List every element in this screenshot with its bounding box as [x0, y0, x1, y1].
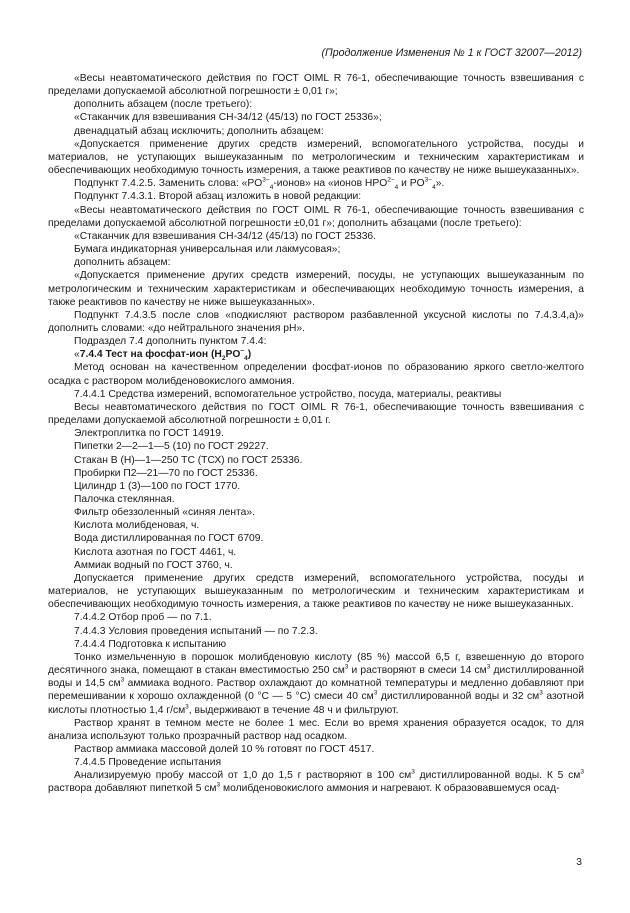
paragraph: «Стаканчик для взвешивания СН-34/12 (45/13) по ГОСТ 25336.: [74, 230, 377, 242]
text-run: дистиллированной воды и 14,5 см: [48, 665, 584, 690]
text-run: дистиллированной воды. К 5 см: [414, 770, 581, 782]
list-item: Стакан В (Н)—1—250 ТС (ТСХ) по ГОСТ 25336.: [74, 454, 303, 466]
paragraph-with-units: [48, 651, 584, 717]
unit-exponent: 3: [216, 782, 221, 790]
paragraph: «Весы неавтоматического действия по ГОСТ OIML R 76-1, обеспечивающие точность взвешивания с пределами допускаемой абсолютной погрешности ±0,01 г»; дополнить абзацами (после третьего):: [48, 204, 584, 229]
paragraph-formula: [48, 177, 584, 190]
paragraph: Бумага индикаторная универсальная или лакмусовая»;: [74, 244, 341, 256]
heading-text: 7.4.4 Тест на фосфат-ион (H: [79, 349, 222, 361]
paragraph: Раствор аммиака массовой долей 10 % готовят по ГОСТ 4517.: [74, 743, 375, 755]
text-run: -ионов» на «ионов HPO: [273, 178, 388, 190]
section-heading: [48, 348, 584, 361]
list-item: Кислота азотная по ГОСТ 4461, ч.: [74, 546, 237, 558]
ion-charge: 2−: [387, 176, 395, 184]
paragraph: 7.4.4.3 Условия проведения испытаний — по 7.2.3.: [74, 625, 318, 637]
ion-charge: −: [240, 347, 245, 355]
document-body: [48, 72, 584, 796]
unit-exponent: 3: [486, 663, 491, 671]
heading-text: PO: [225, 349, 241, 361]
paragraph: Подраздел 7.4 дополнить пунктом 7.4.4:: [74, 336, 267, 348]
heading-text: ): [247, 349, 252, 361]
paragraph: «Весы неавтоматического действия по ГОСТ OIML R 76-1, обеспечивающие точность взвешивания с пределами допускаемой абсолютной погрешности ± 0,01 г»;: [48, 73, 584, 98]
list-item: Электроплитка по ГОСТ 14919.: [74, 428, 224, 440]
ion-charge: 3−: [262, 176, 270, 184]
paragraph: Подпункт 7.4.3.5 после слов «подкисляют раствором разбавленной уксусной кислоты по 7.4.3.4,а)» дополнить словами: «до нейтрального значения pH».: [48, 309, 584, 334]
paragraph: 7.4.4.2 Отбор проб — по 7.1.: [74, 612, 212, 624]
list-item: Цилиндр 1 (3)—100 по ГОСТ 1770.: [74, 480, 241, 492]
list-item: Пробирки П2—21—70 по ГОСТ 25336.: [74, 467, 258, 479]
ion-subscript: 4: [244, 355, 248, 363]
unit-exponent: 3: [344, 663, 349, 671]
unit-exponent: 3: [120, 676, 125, 684]
paragraph: двенадцатый абзац исключить; дополнить абзацем:: [74, 125, 324, 137]
text-run: Тонко измельченную в порошок молибденовую кислоту (85 %) массой 6,5 г, взвешенную до второго десятичного знака, помещают в стакан вместимостью 250 см: [48, 651, 584, 677]
paragraph: «Допускается применение других средств измерений, посуды, не уступающих вышеуказанным по метрологическим и техническим характеристикам и обеспечивающих необходимую точность измерения, а также реактивов по качеству не ниже вышеуказанных».: [48, 270, 584, 308]
text-run: , выдерживают в течение 48 ч и фильтруют.: [188, 704, 399, 716]
text-run: ».: [435, 178, 445, 190]
list-item: Пипетки 2—2—1—5 (10) по ГОСТ 29227.: [74, 441, 269, 453]
paragraph: Допускается применение других средств измерений, вспомогательного устройства, посуды и материалов, не уступающих вышеуказанным по метрологическим и техническим характеристикам и обеспечивающих необходимую точность измерения, а также реактивов по качеству не ниже вышеуказанных.: [48, 572, 584, 611]
text-run: и PO: [398, 178, 425, 190]
paragraph: Весы неавтоматического действия по ГОСТ OIML R 76-1, обеспечивающие точность взвешивания с пределами допускаемой абсолютной погрешности ± 0,01 г.: [48, 401, 584, 427]
paragraph: «Стаканчик для взвешивания СН-34/12 (45/13) по ГОСТ 25336»;: [74, 112, 382, 124]
ion-subscript: 4: [269, 184, 274, 192]
ion-subscript: 4: [394, 184, 399, 192]
formula-subscript: 2: [221, 355, 226, 363]
list-item: Вода дистиллированная по ГОСТ 6709.: [74, 533, 264, 545]
text-run: азотной кислоты плотностью 1,4 г/см: [48, 691, 584, 716]
ion-charge: 3−: [424, 176, 433, 184]
unit-exponent: 3: [539, 689, 543, 697]
list-item: Аммиак водный по ГОСТ 3760, ч.: [74, 559, 233, 571]
unit-exponent: 3: [373, 689, 378, 697]
paragraph-with-units: [48, 769, 584, 795]
text-run: молибденовокислого аммония и нагревают. К образовавшемуся осад-: [220, 783, 560, 795]
page-number: 3: [576, 857, 582, 868]
paragraph: Подпункт 7.4.3.1. Второй абзац изложить в новой редакции:: [74, 191, 362, 203]
text-run: и растворяют в смеси 14 см: [348, 665, 487, 677]
unit-exponent: 3: [580, 768, 584, 776]
ion-subscript: 4: [432, 184, 436, 192]
text-run: Подпункт 7.4.2.5. Заменить слова: «PO: [74, 178, 263, 190]
paragraph: Раствор хранят в темном месте не более 1 мес. Если во время хранения образуется осадок, то для анализа используют только прозрачный раствор над осадком.: [48, 717, 584, 742]
text-run: «: [74, 349, 80, 361]
text-run: аммиака водного. Раствор охлаждают до комнатной температуры и медленно добавляют при перемешивании к хорошо охлажденной (0 °С — 5 °С) смеси 40 см: [48, 678, 584, 703]
page-header: (Продолжение Изменения № 1 к ГОСТ 32007—2012): [321, 47, 582, 59]
paragraph: дополнить абзацем (после третьего):: [74, 99, 253, 111]
text-run: раствора добавляют пипеткой 5 см: [48, 783, 217, 795]
list-item: Палочка стеклянная.: [74, 494, 175, 505]
paragraph: «Допускается применение других средств измерений, вспомогательного устройства, посуды и материалов, не уступающих вышеуказанным по метрологическим и техническим характеристикам и обеспечивающих необходимую точность измерения, а также реактивов по качеству не ниже вышеуказанных».: [48, 138, 584, 177]
unit-exponent: 3: [411, 768, 415, 776]
list-item: Кислота молибденовая, ч.: [74, 520, 200, 532]
paragraph: 7.4.4.1 Средства измерений, вспомогательное устройство, посуда, материалы, реактивы: [74, 388, 502, 400]
paragraph: Метод основан на качественном определении фосфат-ионов по образованию яркого светло-желтого осадка с раствором молибденовокислого аммония.: [48, 362, 584, 387]
paragraph: 7.4.4.5 Проведение испытания: [74, 757, 222, 769]
text-run: Анализируемую пробу массой от 1,0 до 1,5 г растворяют в 100 см: [74, 770, 412, 782]
paragraph: 7.4.4.4 Подготовка к испытанию: [74, 638, 227, 650]
paragraph: дополнить абзацем:: [74, 257, 171, 269]
unit-exponent: 3: [185, 703, 189, 711]
list-item: Фильтр обеззоленный «синяя лента».: [74, 507, 255, 519]
text-run: дистиллированной воды и 32 см: [377, 691, 540, 703]
